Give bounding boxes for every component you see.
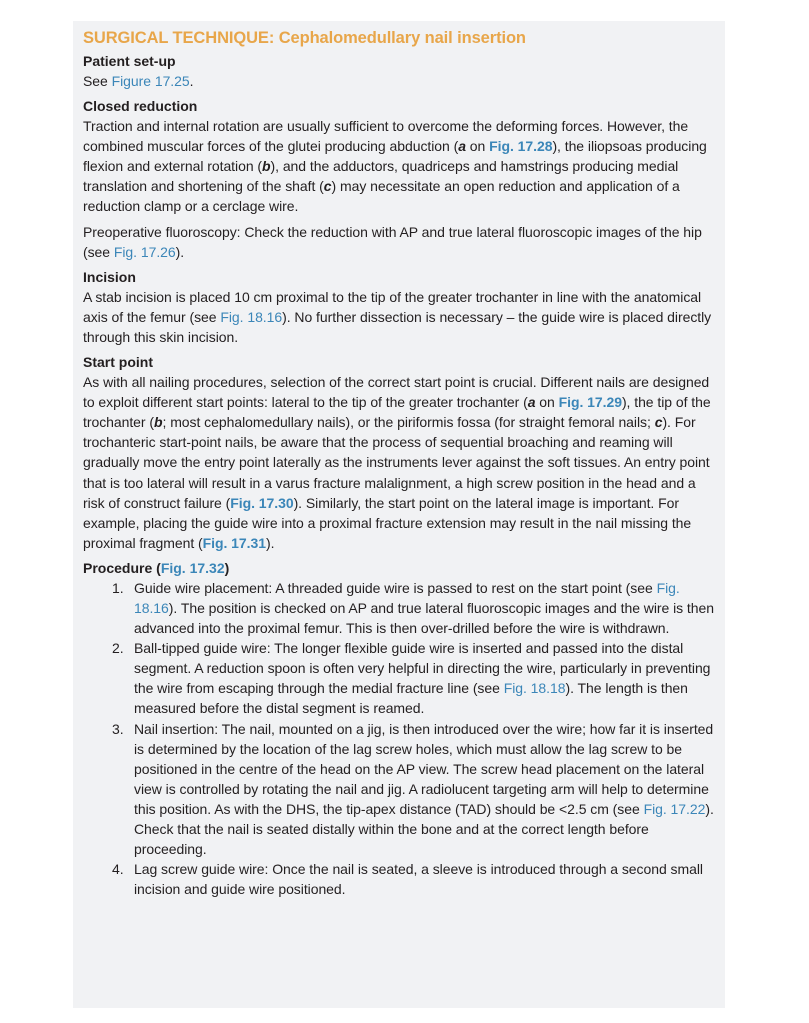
figure-link-17-32[interactable]: Fig. 17.32: [160, 559, 225, 576]
text: ), the iliopsoas producing flexion and external rotation (: [83, 138, 707, 175]
closed-reduction-paragraph: [83, 116, 715, 216]
label-b: b: [262, 158, 271, 175]
procedure-step: [83, 578, 715, 638]
heading-patient-setup: Patient set-up: [83, 53, 176, 69]
text: ). No further dissection is necessary – the guide wire is placed directly through this skin incision.: [83, 308, 712, 345]
figure-link-17-30[interactable]: Fig. 17.30: [230, 494, 294, 511]
figure-link-17-31[interactable]: Fig. 17.31: [202, 534, 266, 551]
text: on: [535, 394, 559, 411]
figure-link-17-25[interactable]: Figure 17.25: [111, 73, 190, 89]
figure-link-17-28[interactable]: Fig. 17.28: [489, 138, 553, 155]
text: ). The length is then measured before the distal segment is reamed.: [134, 680, 688, 717]
text: ). For trochanteric start-point nails, be aware that the process of sequential broaching and reaming will gradually move the entry point laterally as the instruments lever against the soft tissues. An entry point that is too lateral will result in a varus fracture malalignment, a high screw position in the head and a risk of construct failure (: [83, 414, 710, 511]
figure-link-17-22[interactable]: Fig. 17.22: [643, 800, 706, 817]
text: Lag screw guide wire: Once the nail is seated, a sleeve is introduced through a second small incision and guide wire positioned.: [134, 861, 703, 898]
label-a: a: [458, 138, 466, 155]
text: As with all nailing procedures, selection of the correct start point is crucial. Different nails are designed to exploit different start points: lateral to the tip of the greater trochanter (: [83, 374, 710, 411]
text: ), the tip of the trochanter (: [83, 394, 711, 431]
figure-link-18-16[interactable]: Fig. 18.16: [134, 579, 680, 616]
step-number: 2.: [112, 640, 124, 657]
patient-setup-text: [83, 71, 715, 91]
heading-incision: Incision: [83, 268, 136, 285]
text: ). Similarly, the start point on the lateral image is important. For example, placing the guide wire into a proximal fracture extension may result in the nail missing the proximal fragment (: [83, 494, 692, 551]
text: Ball-tipped guide wire: The longer flexible guide wire is inserted and passed into the distal segment. A reduction spoon is often very helpful in directing the wire, particularly in preventing the wire from escaping through the medial fracture line (see: [134, 640, 711, 697]
text: ): [224, 559, 230, 576]
text: ; most cephalomedullary nails), or the piriformis fossa (for straight femoral nails;: [162, 414, 655, 431]
text: See: [83, 73, 112, 89]
text: .: [189, 73, 194, 89]
heading-start-point: Start point: [83, 354, 153, 371]
procedure-steps-list: [83, 578, 715, 900]
procedure-step: [83, 638, 715, 718]
preoperative-fluoroscopy-paragraph: [83, 222, 715, 262]
start-point-paragraph: [83, 372, 715, 553]
step-number: 3.: [112, 720, 124, 737]
text: ). Check that the nail is seated distally within the bone and at the correct length before proceeding.: [134, 800, 714, 858]
figure-link-17-29[interactable]: Fig. 17.29: [558, 394, 622, 411]
figure-link-18-16[interactable]: Fig. 18.16: [220, 308, 283, 325]
step-number: 4.: [112, 861, 124, 878]
text: Guide wire placement: A threaded guide wire is passed to rest on the start point (see: [134, 579, 657, 596]
label-a: a: [527, 394, 536, 411]
text: Traction and internal rotation are usually sufficient to overcome the deforming forces. However, the combined muscular forces of the glutei producing abduction (: [83, 118, 689, 155]
label-c: c: [654, 414, 663, 431]
procedure-step: [83, 859, 715, 899]
heading-procedure: [83, 558, 715, 578]
text: on: [465, 138, 490, 155]
box-title: SURGICAL TECHNIQUE: Cephalomedullary nail insertion: [83, 29, 526, 47]
label-c: c: [323, 178, 332, 195]
text: ). The position is checked on AP and true lateral fluoroscopic images and the wire is then advanced into the proximal femur. This is then over-drilled before the wire is withdrawn.: [134, 599, 714, 637]
label-b: b: [154, 414, 163, 431]
figure-link-18-18[interactable]: Fig. 18.18: [503, 680, 566, 697]
text: ) may necessitate an open reduction and application of a reduction clamp or a cerclage wire.: [83, 178, 680, 215]
step-number: 1.: [112, 579, 124, 596]
text: ).: [265, 534, 275, 551]
heading-closed-reduction: Closed reduction: [83, 98, 198, 115]
surgical-technique-box: [73, 21, 725, 1008]
figure-link-17-26[interactable]: Fig. 17.26: [113, 243, 176, 260]
text: ).: [175, 243, 185, 260]
text: Nail insertion: The nail, mounted on a jig, is then introduced over the wire; how far it is inserted is determined by the location of the lag screw holes, which must allow the lag screw to be positioned in the centre of the head on the AP view. The screw head placement on the lateral view is controlled by rotating the nail and jig. A radiolucent targeting arm will help to determine this position. As with the DHS, the tip-apex distance (TAD) should be <2.5 cm (see: [134, 720, 714, 817]
procedure-step: [83, 719, 715, 860]
text: ), and the adductors, quadriceps and hamstrings producing medial translation and shortening of the shaft (: [83, 158, 679, 195]
incision-paragraph: [83, 287, 715, 347]
text: Procedure (: [83, 559, 161, 576]
text: Preoperative fluoroscopy: Check the reduction with AP and true lateral fluoroscopic images of the hip (see: [83, 223, 702, 260]
text: A stab incision is placed 10 cm proximal to the tip of the greater trochanter in line with the anatomical axis of the femur (see: [83, 288, 702, 325]
